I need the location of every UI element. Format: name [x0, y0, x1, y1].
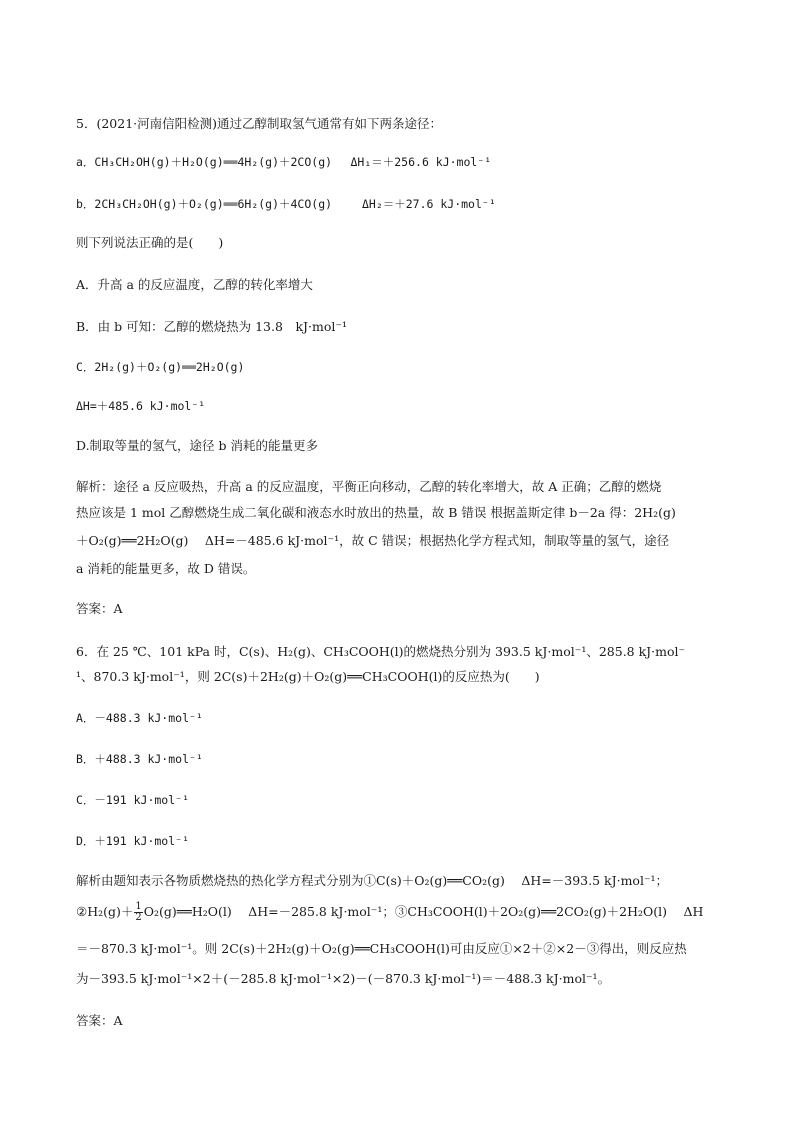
q6-answer: 答案：A — [76, 1013, 123, 1028]
one-half-fraction — [134, 902, 142, 923]
q6-option-c: C．－191 kJ·mol⁻¹ — [76, 793, 190, 807]
fraction-numerator: 1 — [135, 901, 142, 912]
q6-analysis-line-2 — [76, 902, 703, 923]
q6-analysis-line-2-pre: ②H₂(g)＋ — [76, 904, 134, 919]
q5-equation-b: b．2CH₃CH₂OH(g)＋O₂(g)══6H₂(g)＋4CO(g) ΔH₂＝＋27.6 kJ·mol⁻¹ — [76, 197, 496, 211]
q5-option-c-equation: C．2H₂(g)＋O₂(g)══2H₂O(g) — [76, 360, 245, 374]
q5-prompt: 则下列说法正确的是( ) — [76, 235, 224, 250]
q6-option-b: B．＋488.3 kJ·mol⁻¹ — [76, 752, 203, 766]
q6-stem-line-1: 6．在 25 ℃、101 kPa 时，C(s)、H₂(g)、CH₃COOH(l)的燃烧热分别为 393.5 kJ·mol⁻¹、285.8 kJ·mol⁻ — [76, 644, 686, 659]
q6-analysis-line-4: 为－393.5 kJ·mol⁻¹×2＋(－285.8 kJ·mol⁻¹×2)－(－870.3 kJ·mol⁻¹)＝－488.3 kJ·mol⁻¹。 — [76, 971, 611, 986]
q5-option-b: B．由 b 可知：乙醇的燃烧热为 13.8 kJ·mol⁻¹ — [76, 319, 347, 334]
q6-analysis-line-2-post: O₂(g)══H₂O(l) ΔH=－285.8 kJ·mol⁻¹；③CH₃COOH(l)＋2O₂(g)══2CO₂(g)＋2H₂O(l) ΔH — [143, 904, 704, 919]
q6-option-d: D．＋191 kJ·mol⁻¹ — [76, 834, 190, 848]
q5-analysis-line-2: 热应该是 1 mol 乙醇燃烧生成二氧化碳和液态水时放出的热量，故 B 错误 根据盖斯定律 b－2a 得：2H₂(g) — [76, 505, 676, 520]
q6-stem-line-2: ¹、870.3 kJ·mol⁻¹，则 2C(s)＋2H₂(g)＋O₂(g)══CH₃COOH(l)的反应热为( ) — [76, 669, 540, 684]
q5-analysis-line-1: 解析：途径 a 反应吸热，升高 a 的反应温度，平衡正向移动，乙醇的转化率增大，故 A 正确；乙醇的燃烧 — [76, 479, 662, 494]
q5-option-c-enthalpy: ΔH=＋485.6 kJ·mol⁻¹ — [76, 399, 206, 413]
q5-analysis-line-3: ＋O₂(g)══2H₂O(g) ΔH=－485.6 kJ·mol⁻¹，故 C 错误；根据热化学方程式知，制取等量的氢气，途径 — [76, 533, 670, 548]
q5-option-a: A．升高 a 的反应温度，乙醇的转化率增大 — [76, 277, 313, 292]
q6-analysis-line-1: 解析由题知表示各物质燃烧热的热化学方程式分别为①C(s)＋O₂(g)══CO₂(g) ΔH=－393.5 kJ·mol⁻¹； — [76, 873, 669, 888]
q5-stem: 5．(2021·河南信阳检测)通过乙醇制取氢气通常有如下两条途径： — [76, 116, 442, 131]
q5-equation-a: a．CH₃CH₂OH(g)＋H₂O(g)══4H₂(g)＋2CO(g) ΔH₁＝＋256.6 kJ·mol⁻¹ — [76, 155, 492, 169]
q5-option-d: D.制取等量的氢气，途径 b 消耗的能量更多 — [76, 438, 318, 453]
q6-analysis-line-3: ＝－870.3 kJ·mol⁻¹。则 2C(s)＋2H₂(g)＋O₂(g)══CH₃COOH(l)可由反应①×2＋②×2－③得出，则反应热 — [76, 941, 687, 956]
q6-option-a: A．－488.3 kJ·mol⁻¹ — [76, 711, 203, 725]
q5-answer: 答案：A — [76, 601, 123, 616]
fraction-denominator: 2 — [135, 912, 142, 923]
q5-analysis-line-4: a 消耗的能量更多，故 D 错误。 — [76, 561, 256, 576]
